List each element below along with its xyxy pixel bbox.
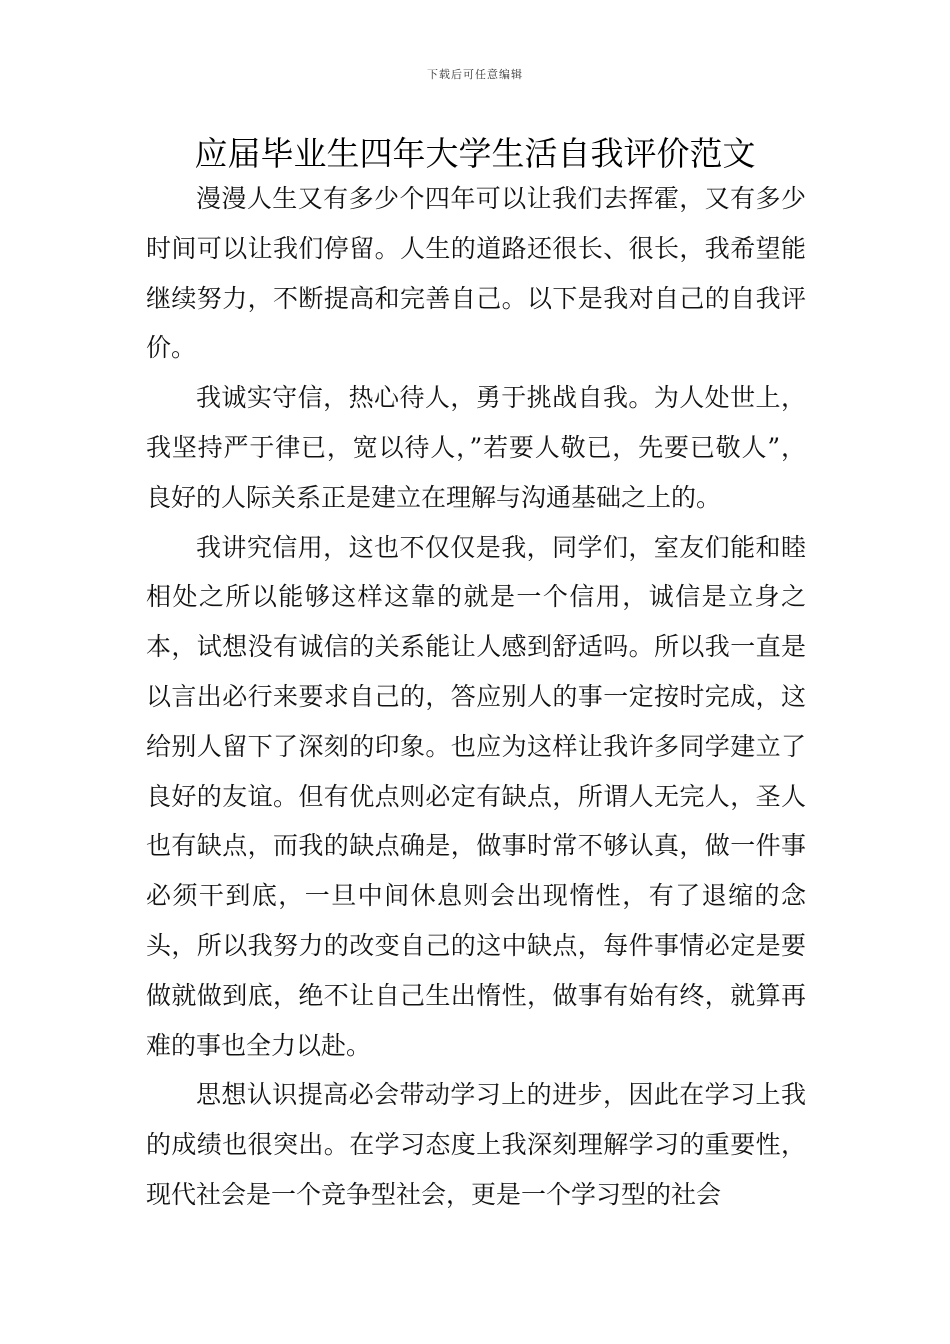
paragraph-4: 思想认识提高必会带动学习上的进步，因此在学习上我的成绩也很突出。在学习态度上我深刻理解学习的重要性，现代社会是一个竞争型社会，更是一个学习型的社会 xyxy=(146,1080,806,1209)
document-body xyxy=(146,174,806,1220)
page-title: 应届毕业生四年大学生活自我评价范文 xyxy=(194,134,756,173)
header-note: 下载后可任意编辑 xyxy=(427,68,523,81)
paragraph-3: 我讲究信用，这也不仅仅是我，同学们，室友们能和睦相处之所以能够这样这靠的就是一个信用，诚信是立身之本，试想没有诚信的关系能让人感到舒适吗。所以我一直是以言出必行来要求自己的，答应别人的事一定按时完成，这给别人留下了深刻的印象。也应为这样让我许多同学建立了良好的友谊。但有优点则必定有缺点，所谓人无完人，圣人也有缺点，而我的缺点确是，做事时常不够认真，做一件事必须干到底，一旦中间休息则会出现惰性，有了退缩的念头，所以我努力的改变自己的这中缺点，每件事情必定是要做就做到底，绝不让自己生出惰性，做事有始有终，就算再难的事也全力以赴。 xyxy=(146,532,806,1060)
paragraph-1: 漫漫人生又有多少个四年可以让我们去挥霍，又有多少时间可以让我们停留。人生的道路还很长、很长，我希望能继续努力，不断提高和完善自己。以下是我对自己的自我评价。 xyxy=(146,184,806,363)
paragraph-2: 我诚实守信，热心待人，勇于挑战自我。为人处世上，我坚持严于律已，宽以待人，”若要人敬已，先要已敬人”，良好的人际关系正是建立在理解与沟通基础之上的。 xyxy=(146,383,806,512)
